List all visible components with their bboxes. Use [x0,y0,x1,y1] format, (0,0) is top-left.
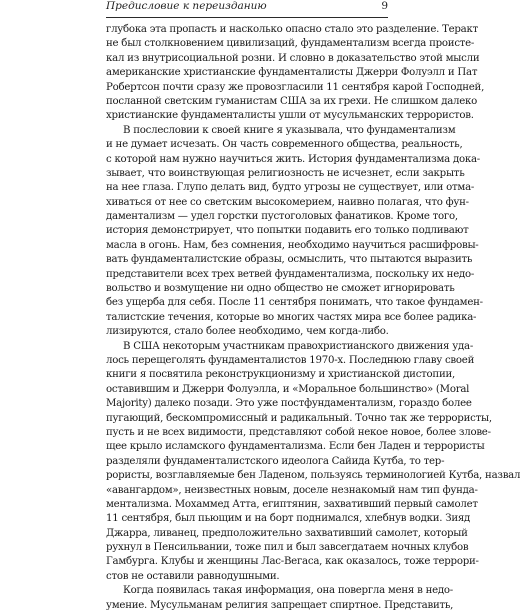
body-text [106,23,520,613]
paragraph [106,23,485,124]
text-line: даментализм — удел горстки пустоголовых фанатиков. Кроме того, [106,211,458,223]
paragraph [106,584,454,613]
text-line: умение. Мусульманам религия запрещает спиртное. Представить, [106,599,454,611]
text-line: американские христианские фундаменталисты Джерри Фолуэлл и Пат [106,67,478,79]
text-line: книги я посвятила реконструкционизму и христианской дистопии, [106,369,456,381]
text-line: лось перещеголять фундаменталистов 1970-х. Последнюю главу своей [106,354,475,366]
text-line: оставившим и Джерри Фолуэлла, и «Моральное большинство» (Moral [106,383,470,395]
text-line: В США некоторым участникам правохристианского движения уда- [123,340,474,352]
text-line: разделяли фундаменталистского идеолога Сайида Кутба, то тер- [106,455,445,467]
text-line: масла в огонь. Нам, без сомнения, необходимо научиться расшифровы- [106,239,479,251]
text-line: зывает, что воинствующая религиозность не исчезнет, если закрыть [106,167,465,179]
text-line: В послесловии к своей книге я указывала, что фундаментализм [123,124,456,136]
paragraph [106,340,520,585]
text-line: рухнул в Пенсильвании, тоже пил и был завсегдатаем ночных клубов [106,542,469,554]
text-line: хиваться от нее со светским высокомерием, наивно полагая, что фун- [106,196,469,208]
text-line: лизируются, стало более необходимо, чем когда-либо. [106,326,389,338]
text-line: «авангардом», неизвестных новым, доселе незнакомый нам тип фунда- [106,484,478,496]
text-line: не был столкновением цивилизаций, фундаментализм всегда происте- [106,38,475,50]
text-line: щее крыло исламского фундаментализма. Если бен Ладен и террористы [106,441,485,453]
text-line: Majority) далеко позади. Это уже постфундаментализм, гораздо более [106,398,472,410]
text-line: христианские фундаменталисты ушли от мусульманских террористов. [106,110,474,122]
text-line: рористы, возглавляемые бен Ладеном, пользуясь терминологией Кутба, назвал [106,470,520,482]
text-line: история демонстрирует, что попытки подавить его только подливают [106,225,469,237]
paragraph [106,124,483,340]
running-header-title: Предисловие к переизданию [106,0,267,12]
text-line: пугающий, бескомпромиссный и радикальный. Точно так же террористы, [106,412,492,424]
text-line: пусть и не всех видимости, представляют собой некое новое, более злове- [106,426,491,438]
text-line: Когда появилась такая информация, она повергла меня в недо- [123,585,453,597]
text-line: Гамбурга. Клубы и женщины Лас-Вегаса, как оказалось, тоже террори- [106,556,479,568]
text-line: вать фундаменталистские образы, осмыслить, что пытаются выразить [106,254,473,266]
text-line: вольство и возмущение ни одно общество не сможет игнорировать [106,283,455,295]
text-line: без ущерба для себя. После 11 сентября понимать, что такое фундамен- [106,297,483,309]
text-line: на нее глаза. Глупо делать вид, будто угрозы не существует, или отма- [106,182,475,194]
text-line: Джарра, ливанец, предположительно захвативший самолет, который [106,527,468,539]
text-line: 11 сентября, был пьющим и на борт поднимался, хлебнув водки. Зияд [106,513,471,525]
text-line: Робертсон почти сразу же провозгласили 11 сентября карой Господней, [106,81,485,93]
text-line: талистские течения, которые во многих частях мира все более радика- [106,311,477,323]
page-number: 9 [381,0,388,12]
text-line: с которой нам нужно научиться жить. История фундаментализма дока- [106,153,480,165]
text-line: стов не оставили равнодушными. [106,570,280,582]
text-line: и не думает исчезать. Он часть современного общества, реальность, [106,139,463,151]
text-line: представители всех трех ветвей фундаментализма, поскольку их недо- [106,268,475,280]
text-line: посланной светским гуманистам США за их грехи. Не слишком далеко [106,95,478,107]
running-header [106,0,388,18]
text-line: кал из внутрисоциальной розни. И словно в доказательство этой мысли [106,52,480,64]
text-line: ментализма. Мохаммед Атта, египтянин, захвативший первый самолет [106,498,478,510]
text-line: глубока эта пропасть и насколько опасно стало это разделение. Теракт [106,24,478,35]
